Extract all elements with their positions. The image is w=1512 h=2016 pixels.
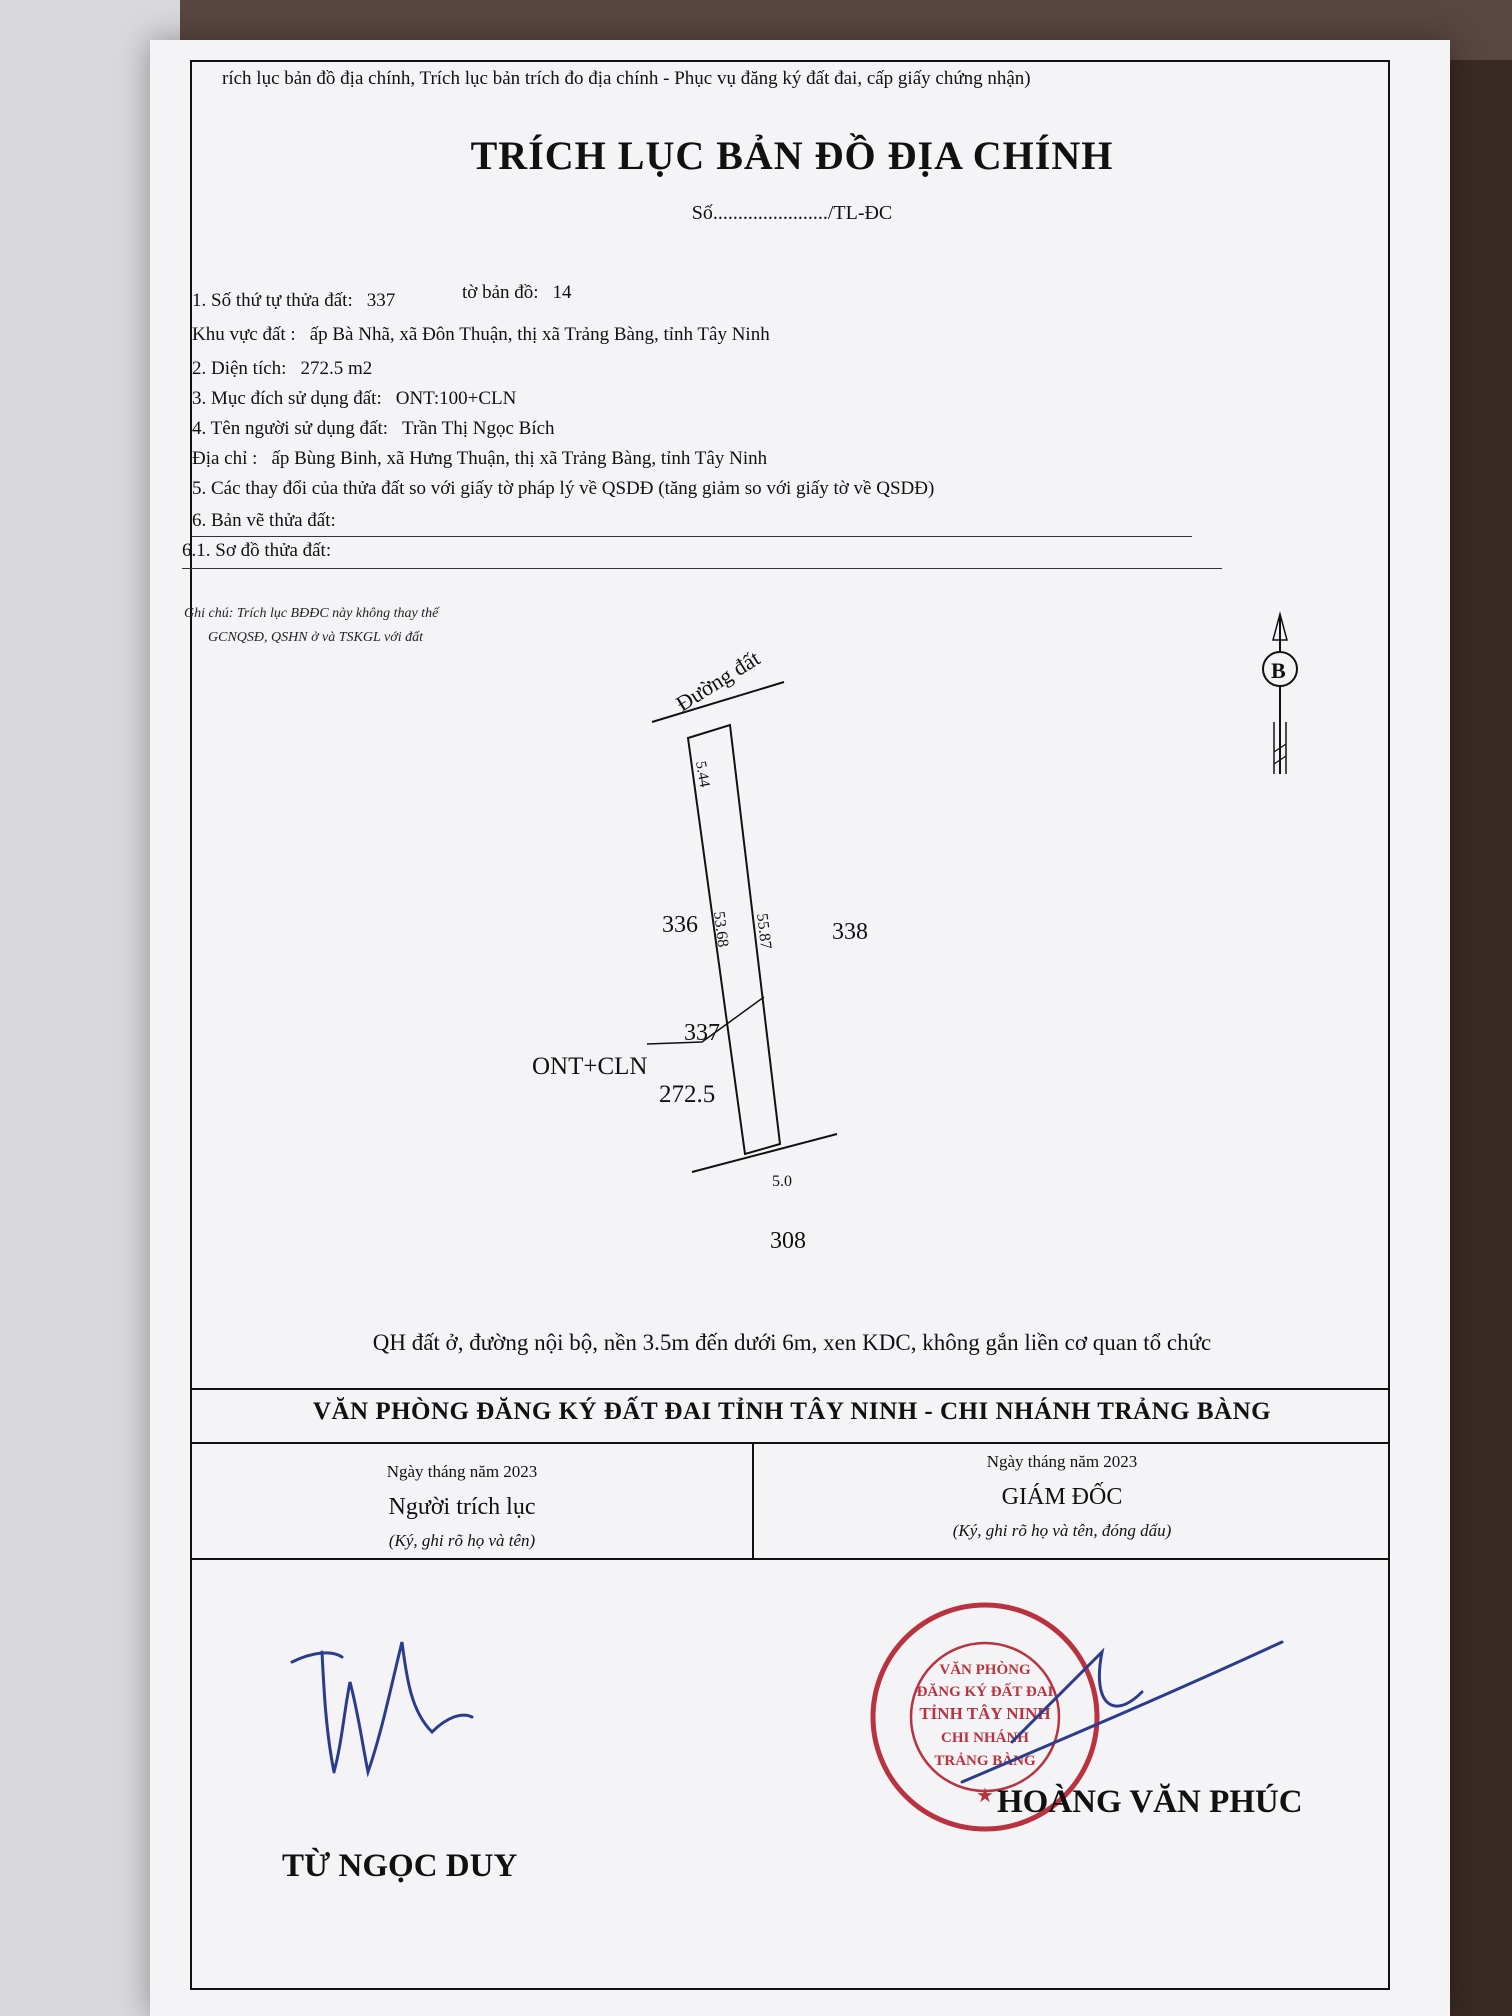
document-sheet <box>150 40 1450 2016</box>
stamp-line: TỈNH TÂY NINH <box>919 1704 1051 1723</box>
column-divider <box>752 1442 754 1558</box>
field-parcel-drawing: 6. Bản vẽ thửa đất: <box>192 510 336 531</box>
parcel-number: 337 <box>684 1020 720 1046</box>
field-label: 2. Diện tích: <box>192 358 287 379</box>
signer-left <box>262 1462 662 1551</box>
field-parcel-sketch: 6.1. Sơ đồ thửa đất: <box>182 540 332 561</box>
edge-label-bottom: 5.0 <box>772 1173 792 1190</box>
field-label: 3. Mục đích sử dụng đất: <box>192 388 382 409</box>
parcel-land-use: ONT+CLN <box>532 1053 648 1080</box>
divider <box>190 1442 1390 1444</box>
svg-text:★: ★ <box>976 1785 994 1807</box>
neighbor-parcel-left: 336 <box>662 912 698 938</box>
field-label: 4. Tên người sử dụng đất: <box>192 418 389 439</box>
sign-hint: (Ký, ghi rõ họ và tên) <box>388 1531 536 1550</box>
parcel-area: 272.5 <box>659 1081 716 1108</box>
stamp-line: CHI NHÁNH <box>941 1730 1029 1746</box>
document-number: Số......................./TL-ĐC <box>691 202 893 224</box>
sign-role: Người trích lục <box>388 1494 536 1520</box>
field-label: tờ bản đồ: <box>462 282 539 303</box>
stamp-line: ĐĂNG KÝ ĐẤT ĐAI <box>916 1684 1054 1700</box>
field-label: 1. Số thứ tự thửa đất: <box>192 290 353 311</box>
sign-date: Ngày tháng năm 2023 <box>986 1452 1138 1471</box>
signer-name-right: HOÀNG VĂN PHÚC <box>997 1784 1303 1820</box>
signature-left <box>272 1622 512 1802</box>
north-arrow-icon <box>1263 614 1297 774</box>
neighbor-parcel-bottom: 308 <box>770 1228 806 1254</box>
stamp-line: VĂN PHÒNG <box>939 1662 1031 1678</box>
north-letter: B <box>1271 658 1286 683</box>
edge-label-top: 5.44 <box>692 759 713 789</box>
field-value: 14 <box>552 282 572 303</box>
field-changes: 5. Các thay đổi của thửa đất so với giấy tờ pháp lý về QSDĐ (tăng giảm so với giấy tờ về QSDĐ) <box>192 478 935 499</box>
divider <box>190 1558 1390 1560</box>
document-frame <box>182 60 1390 1990</box>
field-value: Trần Thị Ngọc Bích <box>402 418 555 439</box>
divider <box>190 1388 1390 1390</box>
stamp-line: TRẢNG BÀNG <box>934 1753 1036 1769</box>
signature-right <box>952 1622 1372 1802</box>
sign-date: Ngày tháng năm 2023 <box>386 1462 538 1481</box>
field-value: ấp Bà Nhã, xã Đôn Thuận, thị xã Trảng Bàng, tỉnh Tây Ninh <box>309 324 770 345</box>
sign-hint: (Ký, ghi rõ họ và tên, đóng dấu) <box>952 1521 1172 1540</box>
neighbor-parcel-right: 338 <box>832 919 868 945</box>
road-label: Đường đất <box>671 645 765 717</box>
note-line: GCNQSĐ, QSHN ở và TSKGL với đất <box>208 630 423 645</box>
bottom-boundary <box>692 1134 837 1172</box>
edge-label-right: 55.87 <box>753 912 775 951</box>
planning-note: QH đất ở, đường nội bộ, nền 3.5m đến dưới 6m, xen KDC, không gắn liền cơ quan tổ chức <box>372 1330 1212 1355</box>
note-line: Ghi chú: Trích lục BĐĐC này không thay thế <box>184 606 439 621</box>
field-label: Địa chỉ : <box>192 448 258 469</box>
field-value: ấp Bùng Binh, xã Hưng Thuận, thị xã Trảng Bàng, tỉnh Tây Ninh <box>271 448 768 469</box>
edge-label-left: 53.68 <box>710 910 732 949</box>
header-note: rích lục bản đồ địa chính, Trích lục bản trích đo địa chính - Phục vụ đăng ký đất đai, cấp giấy chứng nhận) <box>222 68 1031 89</box>
field-label: Khu vực đất : <box>192 324 296 345</box>
field-value: ONT:100+CLN <box>395 388 517 409</box>
field-value: 337 <box>366 290 396 311</box>
signer-right <box>812 1452 1312 1541</box>
sign-role: GIÁM ĐỐC <box>1001 1484 1123 1510</box>
field-value: 272.5 m2 <box>300 358 373 379</box>
office-name: VĂN PHÒNG ĐĂNG KÝ ĐẤT ĐAI TỈNH TÂY NINH - CHI NHÁNH TRẢNG BÀNG <box>312 1398 1272 1425</box>
document-title: TRÍCH LỤC BẢN ĐỒ ĐỊA CHÍNH <box>470 133 1114 178</box>
signer-name-left: TỪ NGỌC DUY <box>282 1848 518 1884</box>
